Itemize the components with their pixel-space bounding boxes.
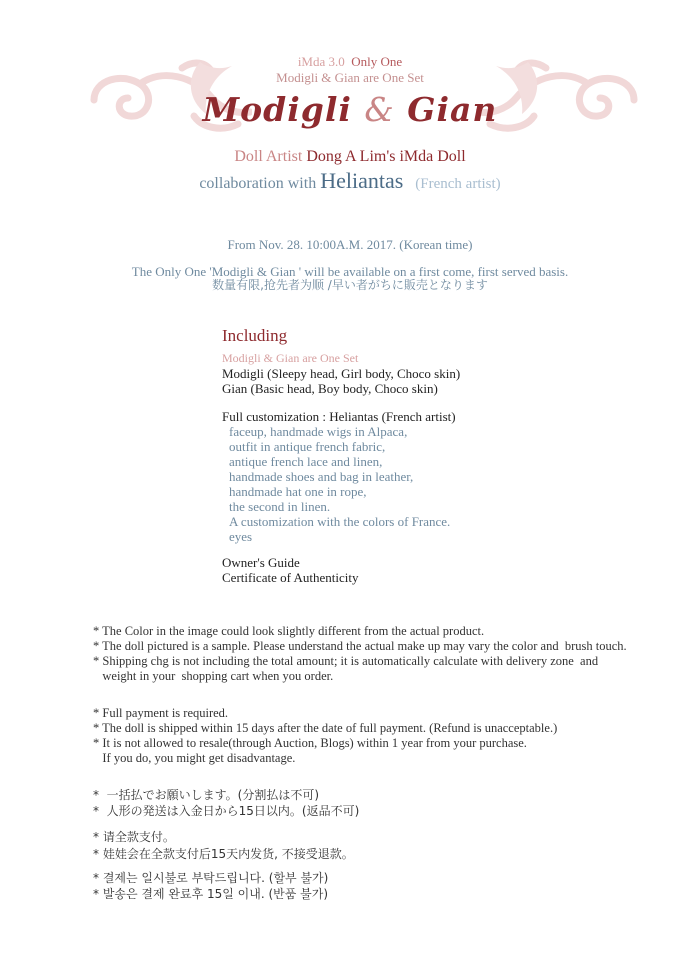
collab-note: (French artist) <box>415 176 501 192</box>
list-item: eyes <box>229 529 253 544</box>
note-line: * 발송은 결제 완료후 15일 이내. (반품 불가) <box>93 887 329 901</box>
list-item: Gian (Basic head, Boy body, Choco skin) <box>222 381 438 396</box>
including-set-label: Modigli & Gian are One Set <box>222 351 359 365</box>
note-line: If you do, you might get disadvantage. <box>93 751 296 765</box>
release-date: From Nov. 28. 10:00A.M. 2017. (Korean time) <box>227 237 473 252</box>
notes-chinese <box>93 829 354 863</box>
list-item: handmade shoes and bag in leather, <box>229 469 414 484</box>
page-title <box>0 90 700 129</box>
note-line: * 人形の発送は入金日から15日以内。(返品不可) <box>93 804 360 818</box>
note-line: * Full payment is required. <box>93 706 229 720</box>
including-items <box>222 366 460 396</box>
release-notice-cjk: 数量有限,抢先者为顺 /早い者がちに販売となります <box>212 278 488 292</box>
note-line: weight in your shopping cart when you order. <box>93 669 334 683</box>
notes-payment <box>93 706 557 766</box>
note-line: * The doll is shipped within 15 days after the date of full payment. (Refund is unacceptable.) <box>93 721 558 735</box>
note-line: * 결제는 일시불로 부탁드립니다. (할부 불가) <box>93 871 329 885</box>
note-line: * The doll pictured is a sample. Please understand the actual make up may vary the color and brush touch. <box>93 639 627 653</box>
set-note: Modigli & Gian are One Set <box>276 70 424 85</box>
artist-prefix: Doll Artist <box>234 148 303 165</box>
including-heading: Including <box>222 326 288 345</box>
custom-items <box>229 424 450 544</box>
list-item: A customization with the colors of France. <box>229 514 451 529</box>
list-item: the second in linen. <box>229 499 331 514</box>
collab-prefix: collaboration with <box>199 175 317 192</box>
note-line: * 一括払でお願いします。(分割払は不可) <box>93 788 320 802</box>
artist-doll: iMda Doll <box>399 148 466 165</box>
notes-japanese <box>93 787 359 819</box>
list-item: faceup, handmade wigs in Alpaca, <box>229 424 408 439</box>
note-line: * 请全款支付。 <box>93 830 175 844</box>
product-version: iMda 3.0 <box>297 54 345 69</box>
title-ampersand: & <box>364 90 395 129</box>
list-item: Certificate of Authenticity <box>222 570 359 585</box>
header-line-1 <box>0 54 700 70</box>
note-line: * The Color in the image could look slightly different from the actual product. <box>93 624 485 638</box>
list-item: Modigli (Sleepy head, Girl body, Choco skin) <box>222 366 461 381</box>
notes-korean <box>93 870 328 902</box>
custom-title: Full customization : Heliantas (French artist) <box>222 409 456 424</box>
edition-label: Only One <box>351 54 403 69</box>
extras <box>222 555 358 585</box>
list-item: antique french lace and linen, <box>229 454 383 469</box>
notes-product <box>93 624 627 684</box>
title-name-b: Gian <box>407 90 498 129</box>
note-line: * 娃娃会在全款支付后15天内发货, 不接受退款。 <box>93 847 354 861</box>
list-item: outfit in antique french fabric, <box>229 439 386 454</box>
collab-name: Heliantas <box>320 168 404 193</box>
note-line: * It is not allowed to resale(through Auction, Blogs) within 1 year from your purchase. <box>93 736 527 750</box>
note-line: * Shipping chg is not including the total amount; it is automatically calculate with delivery zone and <box>93 654 599 668</box>
artist-line <box>0 148 700 166</box>
title-name-a: Modigli <box>202 90 352 129</box>
collab-line <box>0 168 700 194</box>
release-notice: The Only One 'Modigli & Gian ' will be available on a first come, first served basis. <box>131 264 569 279</box>
list-item: handmade hat one in rope, <box>229 484 367 499</box>
list-item: Owner's Guide <box>222 555 300 570</box>
artist-name: Dong A Lim's <box>306 148 396 165</box>
